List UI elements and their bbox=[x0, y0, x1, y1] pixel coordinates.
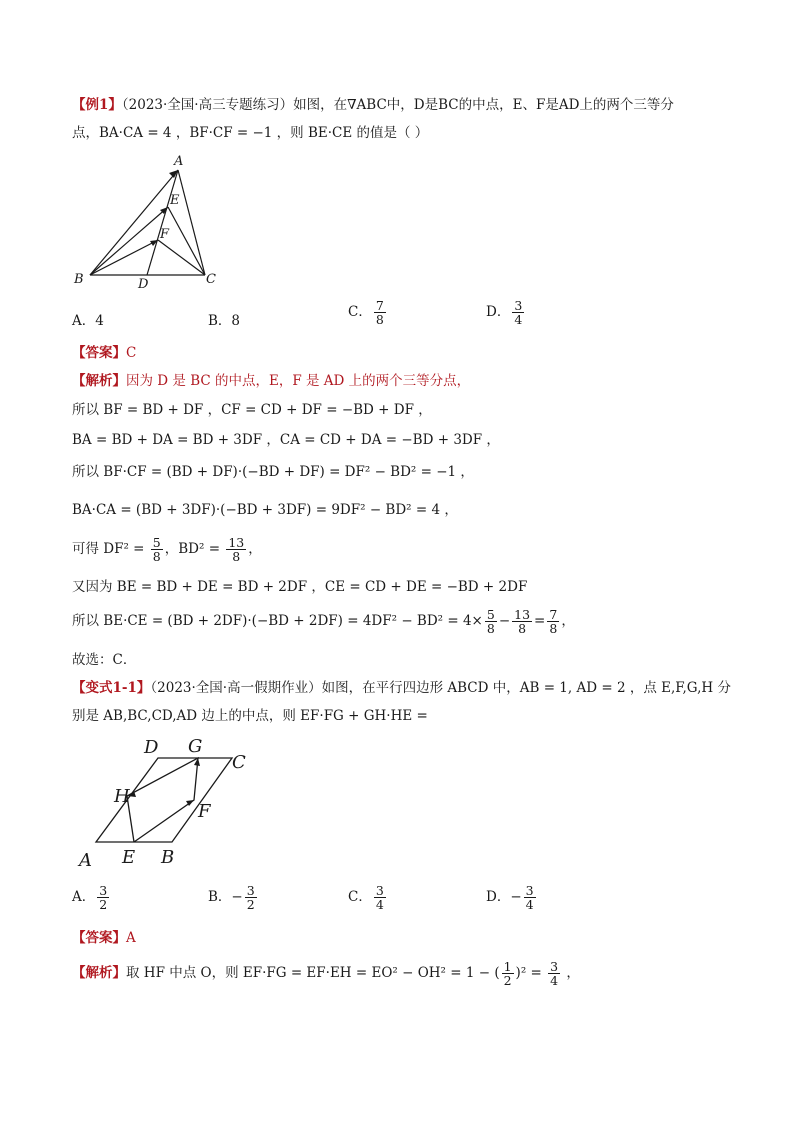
var1-label-E: E bbox=[122, 847, 136, 868]
ex1-answer bbox=[72, 344, 136, 362]
ex1-label-A: A bbox=[174, 154, 184, 169]
var1-option-a: A． $\frac{3}{2}$ bbox=[72, 883, 108, 912]
ex1-option-d-fraction: $\frac{3}{4}$ bbox=[514, 298, 523, 327]
var1-tag: 【变式1-1】 bbox=[72, 680, 151, 696]
var1-analysis-line1: 【解析】取 HF 中点 O，则 EF·FG = EF·EH = EO² − OH² = 1 − ( $\frac{1}{2}$ )² = $\frac{3}{4}$ ， bbox=[72, 959, 580, 988]
ex1-answer-value: C bbox=[126, 345, 137, 361]
ex1-frac-5-8: $\frac{5}{8}$ bbox=[152, 535, 161, 564]
var1-frac-3-4: $\frac{3}{4}$ bbox=[550, 959, 559, 988]
var1-label-D: D bbox=[144, 737, 159, 758]
ex1-analysis-line4: 所以 BF·CF = (BD + DF)·(−BD + DF) = DF² − BD² = −1 ， bbox=[72, 464, 474, 480]
var1-option-c: C． $\frac{3}{4}$ bbox=[348, 883, 384, 912]
var1-answer-tag: 【答案】 bbox=[72, 930, 126, 946]
var1-analysis-tag: 【解析】 bbox=[72, 965, 126, 981]
ex1-frac-a: $\frac{5}{8}$ bbox=[486, 607, 495, 636]
ex1-label-E: E bbox=[170, 193, 180, 208]
ex1-tag: 【例1】 bbox=[72, 97, 122, 113]
var1-frac-1-2: $\frac{1}{2}$ bbox=[503, 959, 512, 988]
var1-option-a-fraction: $\frac{3}{2}$ bbox=[99, 883, 108, 912]
ex1-option-b: B．8 bbox=[208, 313, 241, 329]
ex1-analysis-tag: 【解析】 bbox=[72, 373, 126, 389]
var1-question-line1 bbox=[72, 679, 731, 697]
var1-label-F: F bbox=[198, 801, 211, 822]
ex1-analysis-text1: 因为 D 是 BC 的中点，E，F 是 AD 上的两个三等分点， bbox=[126, 373, 471, 389]
ex1-label-B: B bbox=[74, 272, 84, 287]
var1-parallelogram-figure bbox=[74, 732, 264, 872]
var1-label-A: A bbox=[79, 850, 92, 871]
ex1-option-d-prefix: D． bbox=[486, 304, 511, 320]
ex1-option-a: A．4 bbox=[72, 313, 104, 329]
ex1-option-c bbox=[348, 299, 388, 326]
ex1-option-c-fraction: $\frac{7}{8}$ bbox=[375, 298, 384, 327]
ex1-label-D: D bbox=[138, 277, 149, 292]
ex1-analysis-line3: BA = BD + DA = BD + 3DF ，CA = CD + DA = −BD + 3DF ， bbox=[72, 432, 500, 448]
var1-option-b: B．− $\frac{3}{2}$ bbox=[208, 883, 255, 912]
ex1-analysis-line2: 所以 BF = BD + DF ，CF = CD + DF = −BD + DF ， bbox=[72, 402, 432, 418]
ex1-analysis-line1 bbox=[72, 372, 470, 390]
ex1-label-C: C bbox=[206, 272, 216, 287]
var1-answer bbox=[72, 929, 136, 947]
ex1-frac-13-8: $\frac{13}{8}$ bbox=[228, 535, 245, 564]
ex1-analysis-line7: 又因为 BE = BD + DE = BD + 2DF ，CE = CD + DE = −BD + 2DF bbox=[72, 579, 528, 595]
var1-answer-value: A bbox=[126, 930, 136, 946]
ex1-option-d bbox=[486, 299, 526, 326]
ex1-analysis-line6: 可得 DF² = $\frac{5}{8}$ ，BD² = $\frac{13}{8}$ ， bbox=[72, 535, 262, 564]
var1-option-b-fraction: $\frac{3}{2}$ bbox=[246, 883, 255, 912]
ex1-label-F: F bbox=[160, 227, 170, 242]
ex1-frac-b: $\frac{13}{8}$ bbox=[514, 607, 531, 636]
ex1-option-c-prefix: C． bbox=[348, 304, 372, 320]
ex1-triangle-figure bbox=[70, 152, 230, 292]
var1-label-H: H bbox=[114, 786, 130, 807]
var1-option-d: D．− $\frac{3}{4}$ bbox=[486, 883, 534, 912]
ex1-question-text1: （2023·全国·高三专题练习）如图，在∇ABC中，D是BC的中点，E、F是AD上的两个三等分 bbox=[121, 97, 674, 113]
ex1-conclusion: 故选：C． bbox=[72, 652, 137, 668]
ex1-frac-c: $\frac{7}{8}$ bbox=[549, 607, 558, 636]
var1-label-G: G bbox=[188, 736, 203, 757]
ex1-analysis-line5: BA·CA = (BD + 3DF)·(−BD + 3DF) = 9DF² − BD² = 4 ， bbox=[72, 502, 458, 518]
ex1-answer-tag: 【答案】 bbox=[72, 345, 126, 361]
var1-question-text1: （2023·全国·高一假期作业）如图，在平行四边形 ABCD 中，AB = 1, AD = 2 ，点 E,F,G,H 分 bbox=[150, 680, 731, 696]
ex1-analysis-line8: 所以 BE·CE = (BD + 2DF)·(−BD + 2DF) = 4DF² − BD² = 4× $\frac{5}{8}$ − $\frac{13}{8}$ = $\frac{7}{8}$ ， bbox=[72, 607, 575, 636]
ex1-question-line1 bbox=[72, 96, 674, 114]
var1-label-B: B bbox=[161, 847, 175, 868]
var1-option-d-fraction: $\frac{3}{4}$ bbox=[525, 883, 534, 912]
var1-option-c-fraction: $\frac{3}{4}$ bbox=[375, 883, 384, 912]
ex1-question-line2: 点，BA·CA = 4 ，BF·CF = −1 ，则 BE·CE 的值是（ ） bbox=[72, 125, 429, 141]
var1-question-line2: 别是 AB,BC,CD,AD 边上的中点，则 EF·FG + GH·HE = bbox=[72, 708, 428, 724]
var1-label-C: C bbox=[232, 752, 246, 773]
